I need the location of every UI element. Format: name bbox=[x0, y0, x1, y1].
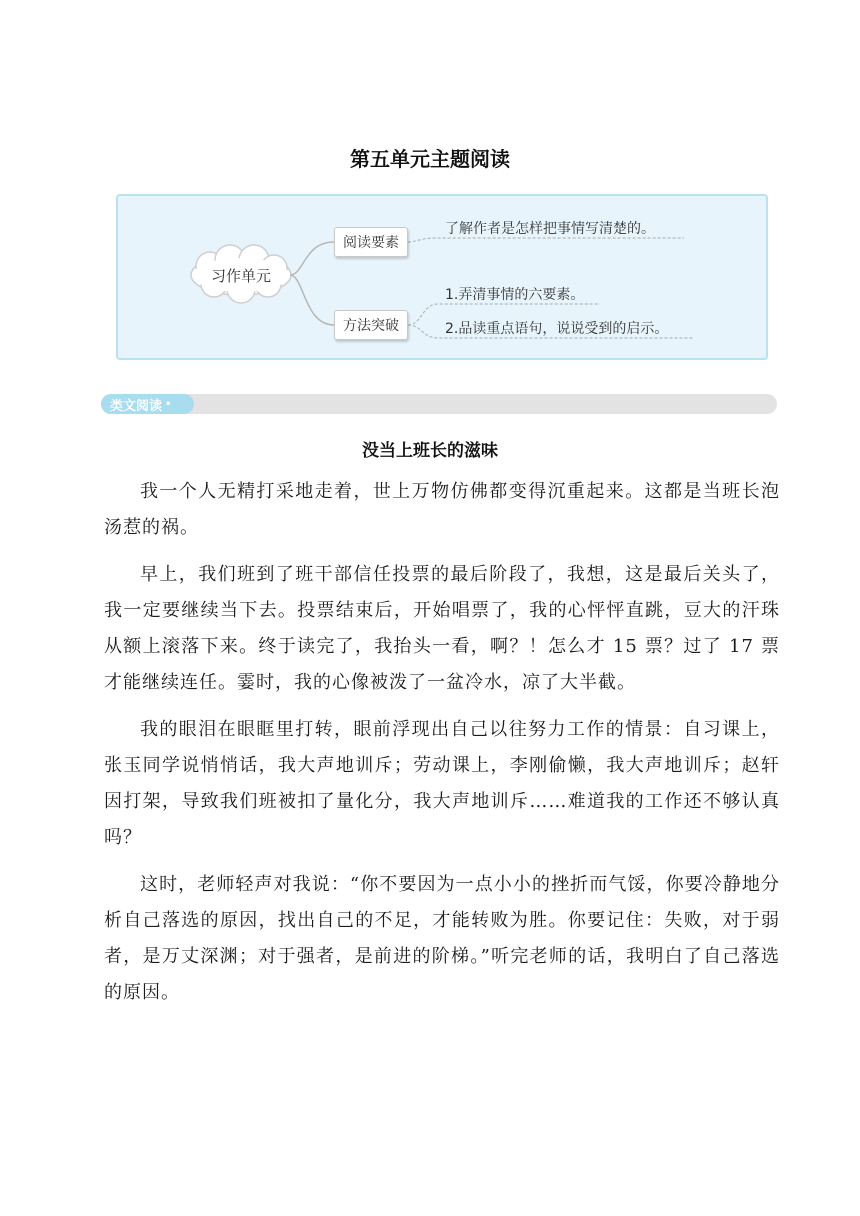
mind-map-leaf: 了解作者是怎样把事情写清楚的。 bbox=[445, 221, 655, 237]
mind-map-leaf: 1.弄清事情的六要素。 bbox=[445, 287, 585, 303]
section-tag bbox=[101, 394, 194, 414]
article-paragraph: 我一个人无精打采地走着，世上万物仿佛都变得沉重起来。这都是当班长泡汤惹的祸。 bbox=[104, 481, 780, 538]
mind-map bbox=[116, 194, 768, 360]
mind-map-root: 习作单元 bbox=[210, 266, 271, 285]
article-paragraph: 早上，我们班到了班干部信任投票的最后阶段了，我想，这是最后关头了，我一定要继续当下去。投票结束后，开始唱票了，我的心怦怦直跳，豆大的汗珠从额上滚落下来。终于读完了，我抬头一看，啊？！怎么才 15 票？过了 17 票才能继续连任。霎时，我的心像被泼了一盆冷水，凉了大半截。 bbox=[104, 564, 780, 693]
mind-map-branch-reading-element: 阅读要素 bbox=[334, 227, 408, 257]
page-title: 第五单元主题阅读 bbox=[350, 147, 510, 171]
article-body bbox=[104, 474, 780, 1022]
mind-map-leaf: 2.品读重点语句，说说受到的启示。 bbox=[445, 321, 669, 337]
section-divider bbox=[101, 394, 777, 414]
article-paragraph: 我的眼泪在眼眶里打转，眼前浮现出自己以往努力工作的情景：自习课上，张玉同学说悄悄话，我大声地训斥；劳动课上，李刚偷懒，我大声地训斥；赵轩因打架，导致我们班被扣了量化分，我大声地训斥……难道我的工作还不够认真吗？ bbox=[104, 719, 780, 848]
bullet-dot-icon: • bbox=[165, 398, 172, 410]
article-title: 没当上班长的滋味 bbox=[362, 441, 498, 461]
mind-map-branch-method: 方法突破 bbox=[334, 310, 408, 340]
section-tag-label: 类文阅读 bbox=[110, 398, 163, 414]
article-paragraph: 这时，老师轻声对我说：“你不要因为一点小小的挫折而气馁，你要冷静地分析自己落选的原因，找出自己的不足，才能转败为胜。你要记住：失败，对于弱者，是万丈深渊；对于强者，是前进的阶梯。”听完老师的话，我明白了自己落选的原因。 bbox=[104, 874, 780, 1003]
